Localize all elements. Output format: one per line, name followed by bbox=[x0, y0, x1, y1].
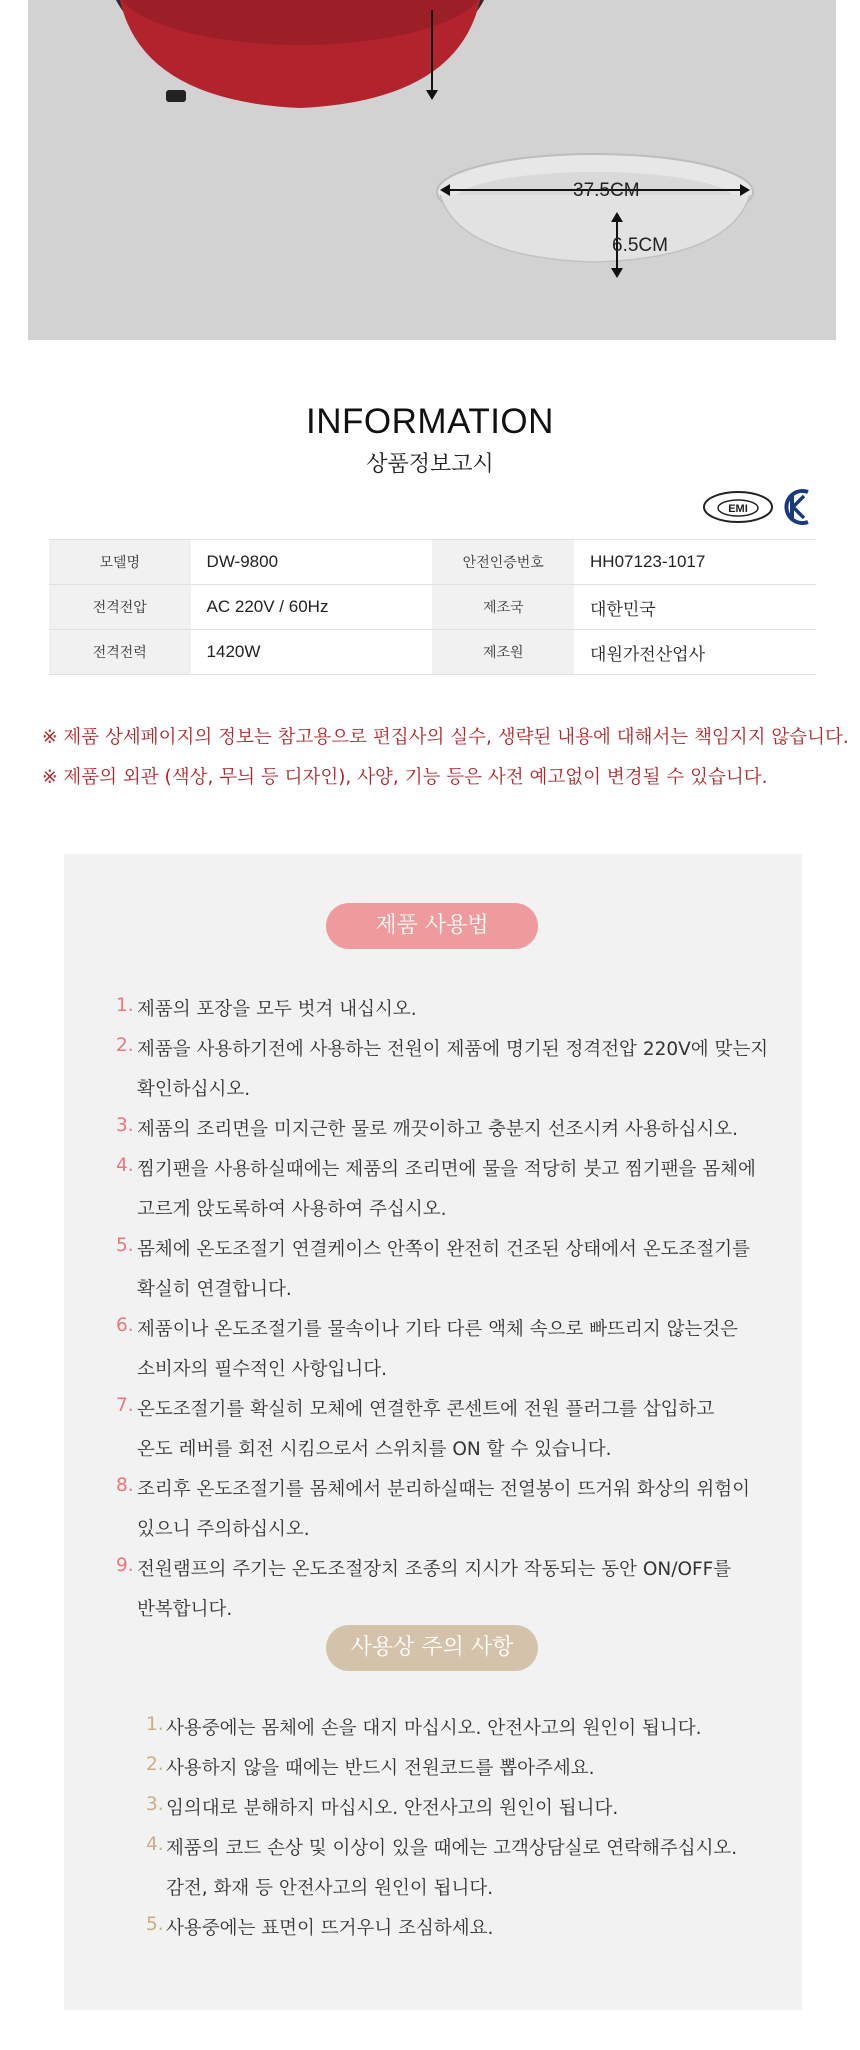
step-number: 6. bbox=[116, 1315, 134, 1336]
step-text: 제품을 사용하기전에 사용하는 전원이 제품에 명기된 정격전압 220V에 맞는지 bbox=[137, 1039, 769, 1060]
step-text: 제품의 포장을 모두 벗겨 내십시오. bbox=[137, 999, 417, 1020]
step-text: 제품이나 온도조절기를 물속이나 기타 다른 액체 속으로 빠뜨리지 않는것은 bbox=[137, 1319, 739, 1340]
step-number: 2. bbox=[116, 1035, 134, 1056]
electric-pot-image bbox=[107, 0, 493, 110]
step-number: 4. bbox=[146, 1834, 164, 1855]
info-title: INFORMATION bbox=[306, 402, 554, 441]
step-text: 전원램프의 주기는 온도조절장치 조종의 지시가 작동되는 동안 ON/OFF를 bbox=[137, 1559, 732, 1580]
step-text: 확실히 연결합니다. bbox=[137, 1279, 292, 1300]
emi-mark-text: EMI bbox=[728, 503, 748, 515]
kc-cert-icon bbox=[784, 488, 812, 526]
step-text: 소비자의 필수적인 사항입니다. bbox=[137, 1359, 387, 1380]
step-text: 사용중에는 표면이 뜨거우니 조심하세요. bbox=[166, 1918, 494, 1939]
tray-height-label: 6.5CM bbox=[612, 235, 668, 256]
spec-value: HH07123-1017 bbox=[574, 540, 816, 585]
info-subtitle: 상품정보고시 bbox=[366, 452, 494, 477]
spec-label: 제조원 bbox=[432, 630, 574, 675]
notice-reference: ※ 제품 상세페이지의 정보는 참고용으로 편집사의 실수, 생략된 내용에 대해서는 책임지지 않습니다. bbox=[42, 727, 849, 748]
spec-row bbox=[49, 630, 816, 675]
step-number: 8. bbox=[116, 1475, 134, 1496]
step-text: 있으니 주의하십시오. bbox=[137, 1519, 310, 1540]
spec-value: 대한민국 bbox=[574, 585, 816, 630]
step-number: 5. bbox=[146, 1914, 164, 1935]
spec-value: AC 220V / 60Hz bbox=[191, 585, 433, 630]
spec-label: 제조국 bbox=[432, 585, 574, 630]
step-number: 1. bbox=[146, 1714, 164, 1735]
step-text: 제품의 코드 손상 및 이상이 있을 때에는 고객상담실로 연락해주십시오. bbox=[166, 1838, 738, 1859]
step-text: 고르게 앉도록하여 사용하여 주십시오. bbox=[137, 1199, 447, 1220]
spec-value: DW-9800 bbox=[191, 540, 433, 585]
spec-label: 전격전압 bbox=[49, 585, 191, 630]
tray-width-label: 37.5CM bbox=[573, 180, 640, 201]
step-text: 사용하지 않을 때에는 반드시 전원코드를 뽑아주세요. bbox=[166, 1758, 595, 1779]
spec-value: 대원가전산업사 bbox=[574, 630, 816, 675]
spec-table bbox=[49, 539, 816, 675]
caution-title-badge: 사용상 주의 사항 bbox=[326, 1625, 538, 1671]
steamer-tray-image bbox=[430, 140, 760, 280]
step-text: 온도조절기를 확실히 모체에 연결한후 콘센트에 전원 플러그를 삽입하고 bbox=[137, 1399, 715, 1420]
step-text: 조리후 온도조절기를 몸체에서 분리하실때는 전열봉이 뜨거워 화상의 위험이 bbox=[137, 1479, 751, 1500]
step-number: 9. bbox=[116, 1555, 134, 1576]
spec-value: 1420W bbox=[191, 630, 433, 675]
step-number: 3. bbox=[116, 1115, 134, 1136]
spec-label: 전격전력 bbox=[49, 630, 191, 675]
step-number: 7. bbox=[116, 1395, 134, 1416]
step-text: 반복합니다. bbox=[137, 1599, 233, 1620]
usage-title-badge: 제품 사용법 bbox=[326, 903, 538, 949]
step-text: 찜기팬을 사용하실때에는 제품의 조리면에 물을 적당히 붓고 찜기팬을 몸체에 bbox=[137, 1159, 756, 1180]
step-number: 5. bbox=[116, 1235, 134, 1256]
step-text: 온도 레버를 회전 시킴으로서 스위치를 ON 할 수 있습니다. bbox=[137, 1439, 612, 1460]
spec-label: 안전인증번호 bbox=[432, 540, 574, 585]
notice-change: ※ 제품의 외관 (색상, 무늬 등 디자인), 사양, 기능 등은 사전 예고없이 변경될 수 있습니다. bbox=[42, 767, 768, 788]
emi-cert-icon bbox=[702, 490, 774, 524]
step-number: 3. bbox=[146, 1794, 164, 1815]
step-text: 감전, 화재 등 안전사고의 원인이 됩니다. bbox=[166, 1878, 494, 1899]
spec-row bbox=[49, 540, 816, 585]
step-text: 몸체에 온도조절기 연결케이스 안쪽이 완전히 건조된 상태에서 온도조절기를 bbox=[137, 1239, 751, 1260]
step-text: 확인하십시오. bbox=[137, 1079, 251, 1100]
step-text: 제품의 조리면을 미지근한 물로 깨끗이하고 충분지 선조시켜 사용하십시오. bbox=[137, 1119, 739, 1140]
step-text: 임의대로 분해하지 마십시오. 안전사고의 원인이 됩니다. bbox=[166, 1798, 619, 1819]
spec-label: 모델명 bbox=[49, 540, 191, 585]
spec-row bbox=[49, 585, 816, 630]
step-text: 사용중에는 몸체에 손을 대지 마십시오. 안전사고의 원인이 됩니다. bbox=[166, 1718, 702, 1739]
step-number: 2. bbox=[146, 1754, 164, 1775]
step-number: 1. bbox=[116, 995, 134, 1016]
step-number: 4. bbox=[116, 1155, 134, 1176]
